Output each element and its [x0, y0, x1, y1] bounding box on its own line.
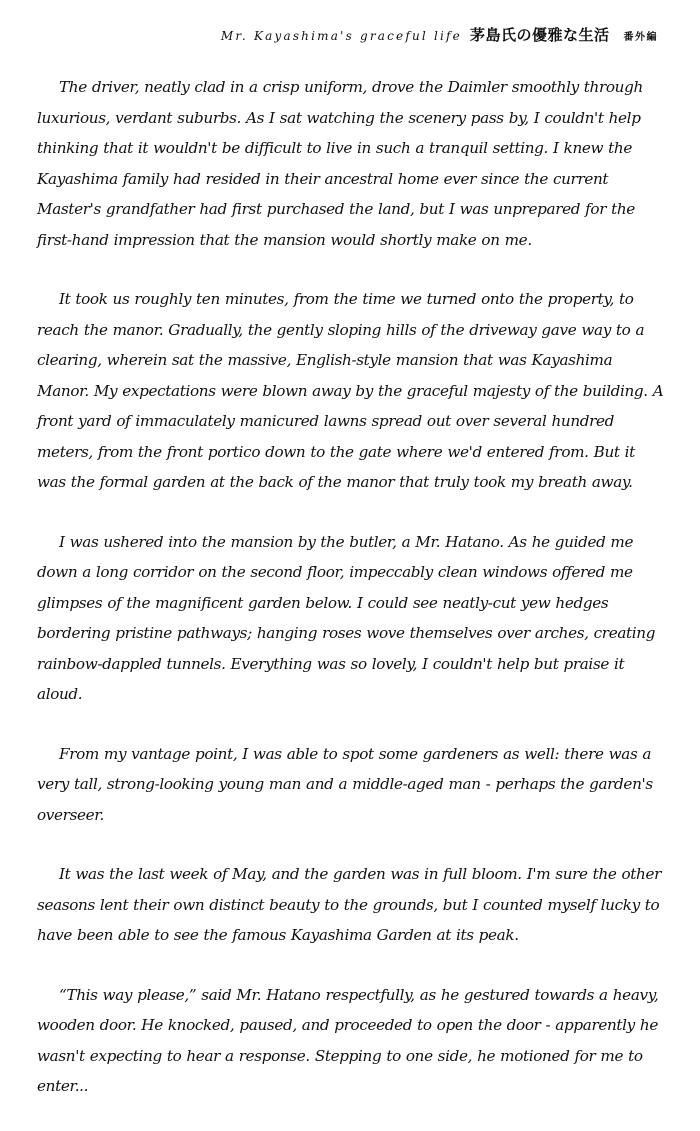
paragraph-2: It took us roughly ten minutes, from the time we turned onto the property, to reach the manor. Gradually, the gently sloping hills of the driveway gave way to a clearing, wherein sat the massive, English-style mansion that was Kayashima Manor. My expectations were blown away by the graceful majesty of the building. A front yard of immaculately manicured lawns spread out over several hundred meters, from the front portico down to the gate where we'd entered from. But it was the formal garden at the back of the manor that truly took my breath away. [37, 290, 664, 491]
paragraph-4: From my vantage point, I was able to spot some gardeners as well: there was a very tall, strong-looking young man and a middle-aged man - perhaps the garden's overseer. [37, 744, 653, 824]
series-subtitle-japanese: 番外編 [623, 32, 658, 43]
running-header [221, 24, 658, 45]
paragraph-3: I was ushered into the mansion by the butler, a Mr. Hatano. As he guided me down a long corridor on the second floor, impeccably clean windows offered me glimpses of the magnificent garden below. I could see neatly-cut yew hedges bordering pristine pathways; hanging roses wove themselves over arches, creating rainbow-dappled tunnels. Everything was so lovely, I couldn't help but praise it aloud. [37, 532, 656, 703]
paragraph-1: The driver, neatly clad in a crisp uniform, drove the Daimler smoothly through luxurious, verdant suburbs. As I sat watching the scenery pass by, I couldn't help thinking that it wouldn't be difficult to live in such a tranquil setting. I knew the Kayashima family had resided in their ancestral home ever since the current Master's grandfather had first purchased the land, but I was unprepared for the first-hand impression that the mansion would shortly make on me. [37, 78, 643, 249]
series-title-japanese: 茅島氏の優雅な生活 [469, 26, 610, 44]
paragraph-5: It was the last week of May, and the garden was in full bloom. I'm sure the other seasons lent their own distinct beauty to the grounds, but I counted myself lucky to have been able to see the famous Kayashima Garden at its peak. [37, 865, 661, 944]
paragraph-6: “This way please,” said Mr. Hatano respectfully, as he gestured towards a heavy, wooden door. He knocked, paused, and proceeded to open the door - apparently he wasn't expecting to hear a response. Stepping to one side, he motioned for me to enter... [37, 985, 659, 1095]
story-body [37, 72, 667, 1131]
series-title-english: Mr. Kayashima's graceful life [220, 29, 462, 43]
